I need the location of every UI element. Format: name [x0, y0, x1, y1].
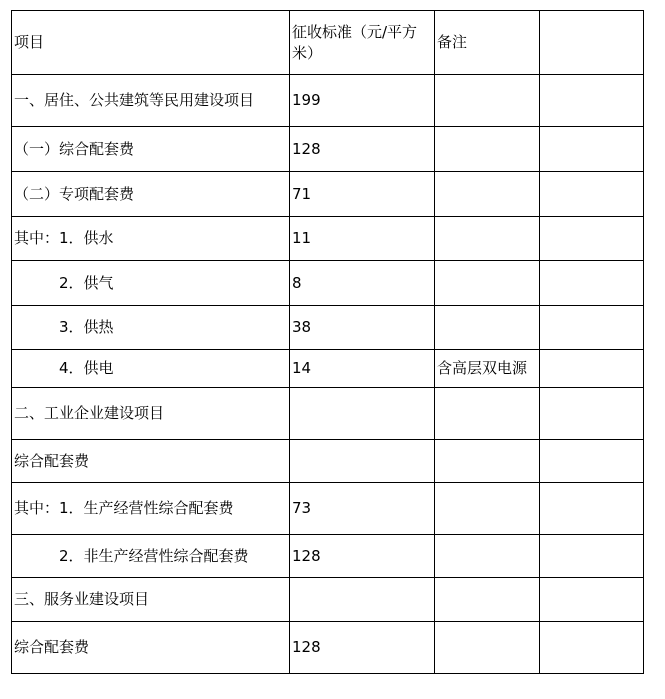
cell-extra	[540, 388, 644, 440]
table-row	[12, 350, 644, 388]
cell-note	[435, 261, 540, 306]
cell-note	[435, 535, 540, 578]
cell-extra	[540, 75, 644, 127]
cell-note	[435, 75, 540, 127]
cell-note	[435, 483, 540, 535]
table-row	[12, 388, 644, 440]
cell-item: 综合配套费	[12, 440, 290, 483]
header-note: 备注	[435, 11, 540, 75]
cell-item: 2．非生产经营性综合配套费	[12, 535, 290, 578]
table-row	[12, 440, 644, 483]
cell-item: 三、服务业建设项目	[12, 578, 290, 622]
table-row	[12, 535, 644, 578]
cell-item: 二、工业企业建设项目	[12, 388, 290, 440]
table-row	[12, 261, 644, 306]
cell-standard: 71	[290, 172, 435, 217]
cell-standard: 14	[290, 350, 435, 388]
cell-item: （一）综合配套费	[12, 127, 290, 172]
cell-note: 含高层双电源	[435, 350, 540, 388]
cell-item: 综合配套费	[12, 622, 290, 674]
table-row	[12, 127, 644, 172]
table-row	[12, 172, 644, 217]
table-row	[12, 306, 644, 350]
cell-standard: 8	[290, 261, 435, 306]
cell-item: 其中：1．生产经营性综合配套费	[12, 483, 290, 535]
header-standard: 征收标准（元/平方米）	[290, 11, 435, 75]
table-header-row	[12, 11, 644, 75]
cell-standard: 128	[290, 535, 435, 578]
cell-note	[435, 440, 540, 483]
header-extra	[540, 11, 644, 75]
fee-standard-table	[11, 10, 644, 674]
cell-standard: 128	[290, 127, 435, 172]
cell-note	[435, 217, 540, 261]
table-row	[12, 75, 644, 127]
cell-extra	[540, 535, 644, 578]
cell-standard: 199	[290, 75, 435, 127]
cell-standard: 11	[290, 217, 435, 261]
cell-extra	[540, 350, 644, 388]
cell-extra	[540, 578, 644, 622]
cell-standard: 38	[290, 306, 435, 350]
cell-item: 一、居住、公共建筑等民用建设项目	[12, 75, 290, 127]
cell-note	[435, 127, 540, 172]
table-row	[12, 578, 644, 622]
table-row	[12, 217, 644, 261]
cell-item: 3．供热	[12, 306, 290, 350]
cell-extra	[540, 622, 644, 674]
cell-item: 2．供气	[12, 261, 290, 306]
cell-standard: 128	[290, 622, 435, 674]
cell-item: 其中：1．供水	[12, 217, 290, 261]
cell-extra	[540, 127, 644, 172]
cell-standard	[290, 388, 435, 440]
cell-standard	[290, 440, 435, 483]
cell-note	[435, 622, 540, 674]
cell-note	[435, 172, 540, 217]
cell-extra	[540, 483, 644, 535]
cell-item: （二）专项配套费	[12, 172, 290, 217]
cell-standard	[290, 578, 435, 622]
header-item: 项目	[12, 11, 290, 75]
cell-extra	[540, 306, 644, 350]
cell-extra	[540, 261, 644, 306]
cell-note	[435, 306, 540, 350]
cell-item: 4．供电	[12, 350, 290, 388]
table-row	[12, 483, 644, 535]
cell-standard: 73	[290, 483, 435, 535]
cell-note	[435, 388, 540, 440]
table-row	[12, 622, 644, 674]
cell-extra	[540, 440, 644, 483]
cell-note	[435, 578, 540, 622]
cell-extra	[540, 172, 644, 217]
cell-extra	[540, 217, 644, 261]
